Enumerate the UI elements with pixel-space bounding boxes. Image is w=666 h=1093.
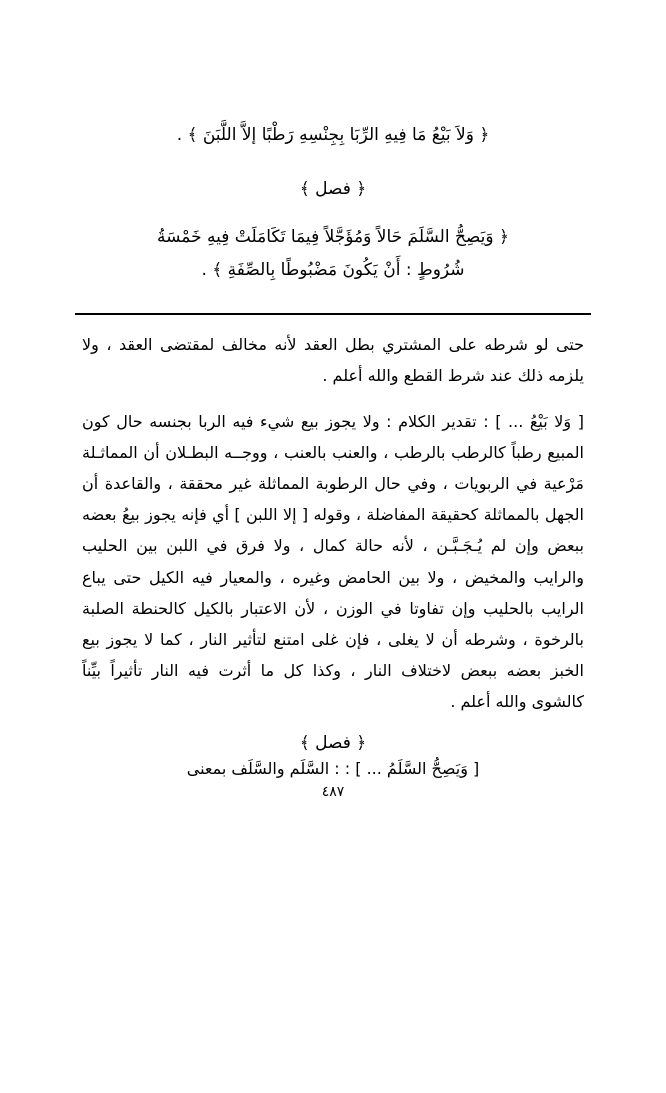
commentary-body (0, 315, 666, 717)
matn-second-block (0, 221, 666, 287)
closing-commentary-line: [ وَيَصِحُّ السَّلَمُ ... ] : : السَّلَم والسَّلَف بمعنى (186, 758, 480, 778)
matn-second-line-1: ﴿ وَيَصِحُّ السَّلَمَ حَالاً وَمُؤَجَّلاً فِيمَا تَكَامَلَتْ فِيهِ خَمْسَةُ (157, 227, 509, 247)
matn-second-line-2: شُرُوطٍ : أَنْ يَكُونَ مَضْبُوطًا بِالصِّفَةِ ﴾ . (201, 260, 465, 281)
matn-top-line-1: ﴿ وَلاَ بَيْعُ مَا فِيهِ الرِّبَا بِجِنْسِهِ رَطْبًا إلاَّ اللَّبَنَ ﴾ . (176, 125, 490, 145)
commentary-paragraph-1: حتى لو شرطه على المشتري بطل العقد لأنه مخالف لمقتضى العقد ، ولا يلزمه ذلك عند شرط القطع والله أعلم . (82, 335, 584, 386)
commentary-paragraph-2: [ وَلا بَيْعُ ... ] : تقدير الكلام : ولا يجوز بيع شيء فيه الربا بجنسه حال كون المبيع رطباً كالرطب بالرطب ، والعنب بالعنب ، ووجــه البطـلان أن المماثـلة مَرْعية في الربويات ، وفي حال الرطوبة المماثلة غير محققة ، والقاعدة أن الجهل بالمماثلة كحقيقة المفاضلة ، وقوله [ إلا اللبن ] أي فإنه يجوز بيعُ بعضه ببعض وإن لم يُـجَـبَّـن ، لأنه حالة كمال ، ولا فرق في اللبن بين الحليب والرايب والمخيض ، ولا بين الحامض وغيره ، والمعيار فيه الكيل حتى يباع الرايب بالحليب وإن تفاوتا في الوزن ، لأن الاعتبار بالكيل كالحنطة الصلبة بالرخوة ، وشرطه أن لا يغلى ، فإن غلى امتنع لتأثير النار ، كما لا يجوز بيع الخبز بعضه ببعض لاختلاف النار ، وكذا كل ما أثرت فيه النار تأثيراً بيِّناً كالشوى والله أعلم . (82, 411, 584, 712)
section-heading-fasl-2: ﴿ فصل ﴾ (299, 732, 367, 753)
matn-top-block (0, 118, 666, 152)
section-heading-fasl-1: ﴿ فصل ﴾ (299, 179, 367, 199)
page-number: ٤٨٧ (321, 783, 345, 800)
